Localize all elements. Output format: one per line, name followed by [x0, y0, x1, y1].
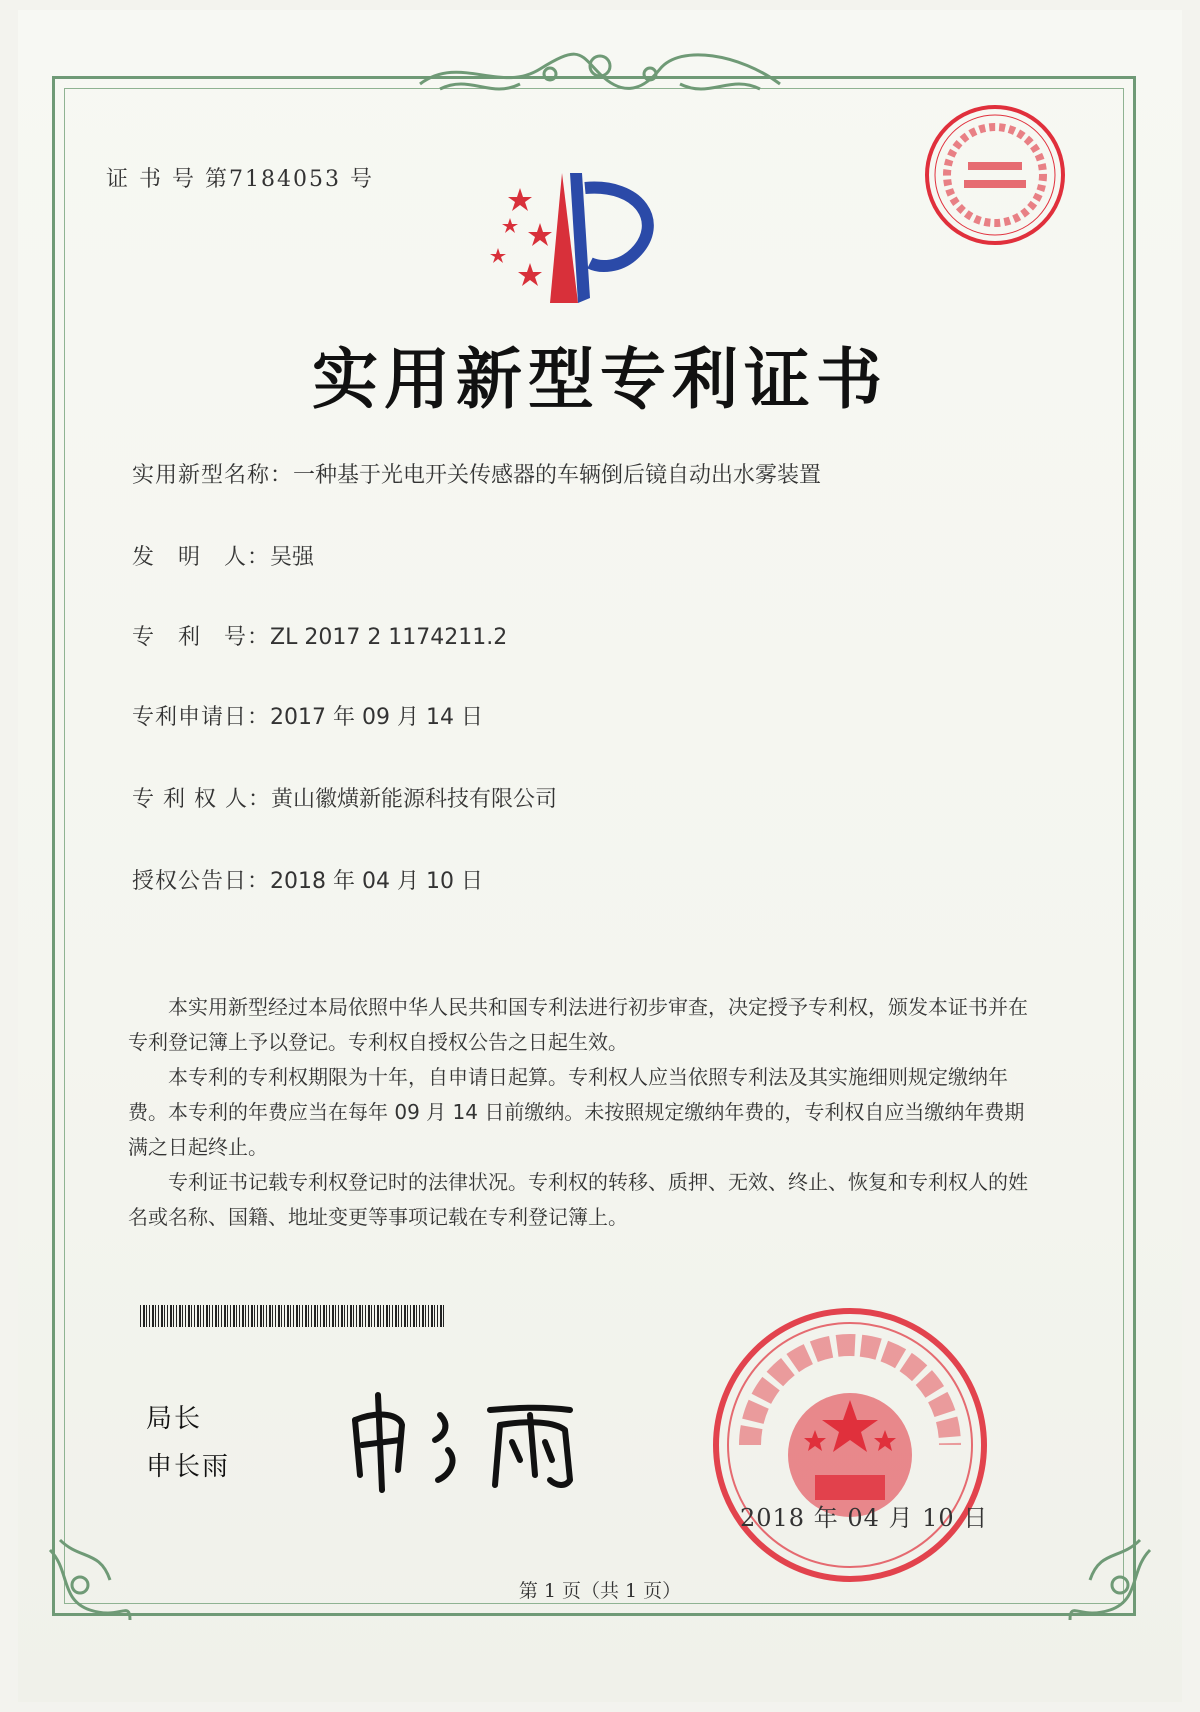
filing-date-row — [132, 700, 483, 731]
patentee-label: 专 利 权 人： — [132, 787, 271, 812]
utility-model-name-value: 一种基于光电开关传感器的车辆倒后镜自动出水雾装置 — [293, 463, 822, 488]
certificate-title: 实用新型专利证书 — [312, 340, 888, 418]
tax-seal-icon — [920, 100, 1070, 250]
director-signature — [340, 1380, 620, 1500]
utility-model-name-label: 实用新型名称： — [132, 463, 294, 488]
director-name: 申长雨 — [146, 1452, 231, 1482]
filing-date-value: 2017 年 09 月 14 日 — [270, 705, 483, 730]
patentee-row — [132, 782, 557, 813]
body-paragraph: 专利证书记载专利权登记时的法律状况。专利权的转移、质押、无效、终止、恢复和专利权人的姓名或名称、国籍、地址变更等事项记载在专利登记簿上。 — [128, 1170, 1028, 1229]
certificate-number: 证 书 号 第7184053 号 — [106, 167, 374, 192]
grant-date-label: 授权公告日： — [132, 869, 271, 894]
utility-model-name-row — [132, 458, 821, 489]
inventor-value: 吴强 — [270, 545, 315, 570]
patentee-value: 黄山徽熿新能源科技有限公司 — [270, 787, 557, 812]
body-paragraph: 本实用新型经过本局依照中华人民共和国专利法进行初步审查，决定授予专利权，颁发本证书并在专利登记簿上予以登记。专利权自授权公告之日起生效。 — [128, 995, 1028, 1054]
patent-number-value: ZL 2017 2 1174211.2 — [270, 625, 508, 650]
barcode — [140, 1305, 445, 1327]
filing-date-label: 专利申请日： — [132, 705, 271, 730]
patent-number-label: 专 利 号： — [132, 625, 271, 650]
cnipa-seal-icon — [710, 1305, 990, 1585]
top-ornament-icon — [400, 44, 800, 104]
grant-date-row — [132, 864, 483, 895]
certificate-body — [128, 990, 1028, 1235]
director-title: 局长 — [146, 1404, 203, 1434]
body-paragraph: 本专利的专利权期限为十年，自申请日起算。专利权人应当依照专利法及其实施细则规定缴纳年费。本专利的年费应当在每年 09 月 14 日前缴纳。未按照规定缴纳年费的，专利权自应当缴纳年费期满之日起终止。 — [128, 1065, 1025, 1159]
page-footer: 第 1 页（共 1 页） — [518, 1580, 682, 1602]
seal-date: 2018 年 04 月 10 日 — [740, 1504, 989, 1532]
patent-number-row — [132, 620, 507, 651]
grant-date-value: 2018 年 04 月 10 日 — [270, 869, 483, 894]
patent-office-logo-icon — [490, 168, 670, 318]
inventor-row — [132, 540, 314, 571]
inventor-label: 发 明 人： — [132, 545, 271, 570]
